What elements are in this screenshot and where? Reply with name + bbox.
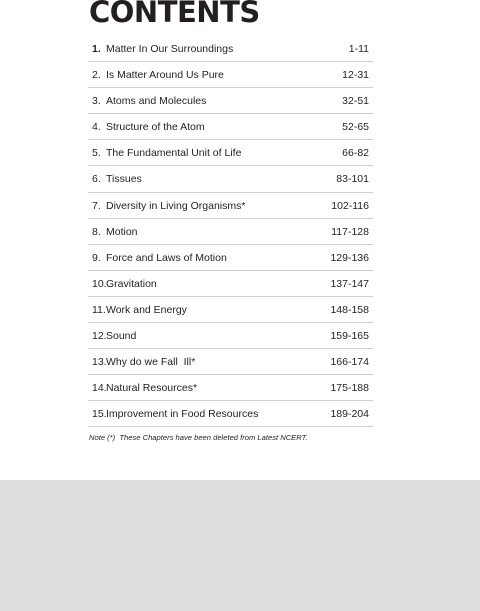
chapter-number: 4.: [92, 121, 101, 134]
chapter-title: Gravitation: [106, 277, 157, 290]
chapter-number: 3.: [92, 95, 101, 108]
chapter-number: 10.: [92, 277, 107, 290]
chapter-number: 7.: [92, 199, 101, 212]
chapter-pages: 83-101: [336, 173, 369, 186]
chapter-number: 13.: [92, 356, 107, 369]
toc-row[interactable]: [88, 62, 373, 88]
chapter-title: Matter In Our Surroundings: [106, 43, 234, 55]
chapter-pages: 159-165: [330, 330, 369, 343]
toc-row[interactable]: [88, 140, 373, 166]
chapter-pages: 137-147: [330, 277, 369, 290]
chapter-number: 8.: [92, 225, 101, 238]
chapter-pages: 117-128: [331, 225, 369, 238]
chapter-title: The Fundamental Unit of Life: [106, 147, 242, 160]
chapter-number: 2.: [92, 69, 101, 82]
chapter-pages: 52-65: [342, 121, 369, 134]
chapter-title: Force and Laws of Motion: [106, 251, 227, 264]
chapter-number: 14.: [92, 382, 107, 395]
chapter-title: Why do we Fall Ill*: [106, 356, 196, 369]
chapter-pages: 148-158: [330, 303, 369, 316]
chapter-title: Work and Energy: [106, 303, 187, 316]
toc-row[interactable]: [88, 349, 373, 375]
toc-row[interactable]: [88, 219, 373, 245]
toc-row[interactable]: [88, 401, 373, 427]
deletion-note: Note (*) These Chapters have been deleted from Latest NCERT.: [89, 433, 308, 442]
toc-row[interactable]: [88, 166, 373, 192]
chapter-number: 15.: [92, 408, 107, 421]
chapter-title: Motion: [106, 225, 138, 238]
toc-row[interactable]: [88, 375, 373, 401]
chapter-number: 9.: [92, 251, 101, 264]
chapter-pages: 166-174: [330, 356, 369, 369]
page-title: CONTENTS: [89, 0, 260, 29]
chapter-pages: 129-136: [330, 251, 369, 264]
chapter-number: 5.: [92, 147, 101, 160]
chapter-pages: 102-116: [331, 199, 369, 212]
chapter-pages: 175-188: [330, 382, 369, 395]
chapter-title: Sound: [106, 330, 137, 343]
chapter-number: 12.: [92, 330, 107, 343]
chapter-title: Tissues: [106, 173, 142, 186]
chapter-title: Atoms and Molecules: [106, 95, 207, 108]
toc-row[interactable]: [88, 297, 373, 323]
chapter-pages: 1-11: [348, 43, 369, 55]
toc-row[interactable]: [88, 271, 373, 297]
chapter-pages: 66-82: [342, 147, 369, 160]
chapter-number: 11.: [92, 303, 106, 316]
toc-row[interactable]: [88, 88, 373, 114]
chapter-pages: 32-51: [342, 95, 369, 108]
chapter-number: 6.: [92, 173, 101, 186]
chapter-number: 1.: [92, 43, 101, 55]
toc-row[interactable]: [88, 193, 373, 219]
chapter-title: Improvement in Food Resources: [106, 408, 259, 421]
chapter-title: Structure of the Atom: [106, 121, 205, 134]
table-of-contents: [88, 36, 373, 427]
toc-row[interactable]: [88, 323, 373, 349]
toc-row[interactable]: [88, 114, 373, 140]
chapter-title: Is Matter Around Us Pure: [106, 69, 224, 82]
chapter-pages: 12-31: [342, 69, 369, 82]
chapter-title: Natural Resources*: [106, 382, 198, 395]
footer-band: [0, 480, 480, 611]
toc-row[interactable]: [88, 36, 373, 62]
toc-row[interactable]: [88, 245, 373, 271]
chapter-title: Diversity in Living Organisms*: [106, 199, 246, 212]
chapter-pages: 189-204: [330, 408, 369, 421]
